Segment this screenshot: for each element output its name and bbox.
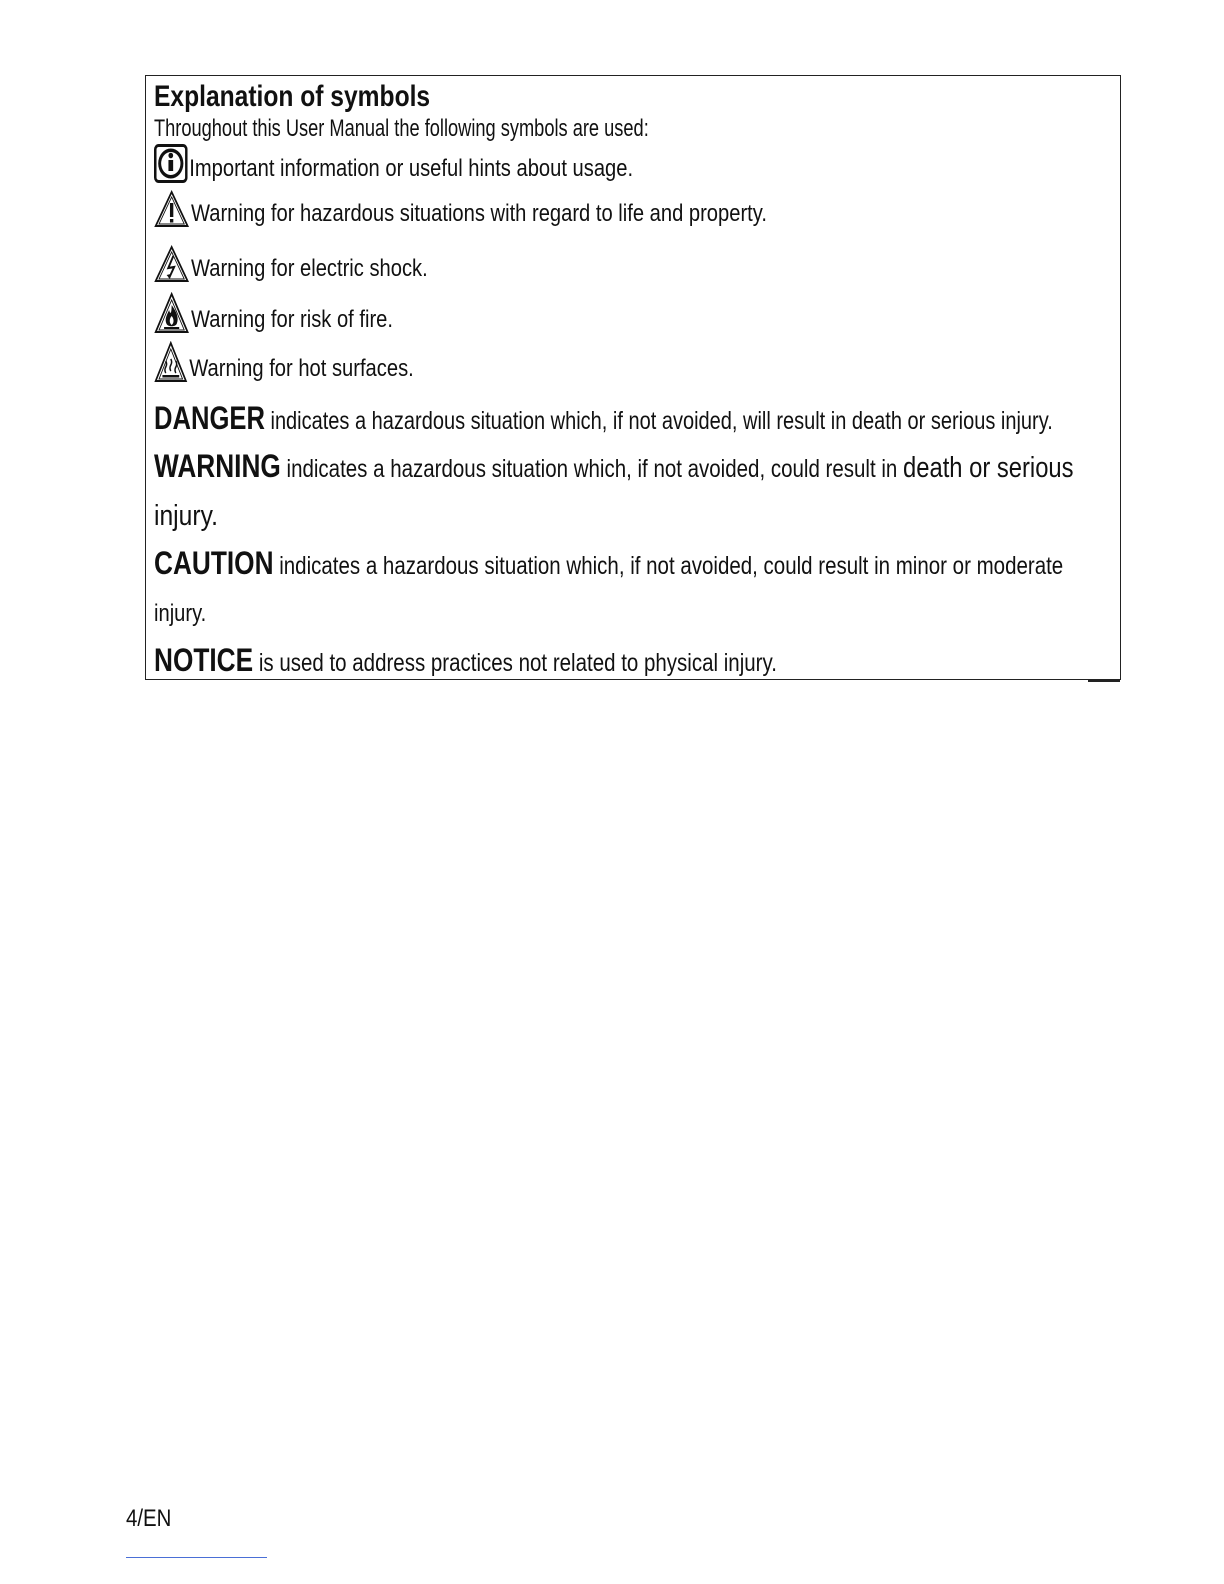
symbol-text-info: Important information or useful hints about usage.	[189, 155, 634, 182]
warning-icon	[154, 190, 189, 228]
section-title: Explanation of symbols	[154, 80, 431, 113]
warning-text: indicates a hazardous situation which, if not avoided, could result in	[280, 455, 904, 483]
symbol-text-fire: Warning for risk of fire.	[190, 306, 393, 333]
symbol-row-warning	[154, 190, 767, 228]
warning-definition	[154, 448, 1074, 485]
symbol-row-hot-surface	[154, 341, 414, 383]
symbol-text-electric-shock: Warning for electric shock.	[190, 255, 428, 282]
warning-text-emphasis: death or serious	[903, 452, 1074, 484]
fire-icon	[154, 292, 189, 334]
caution-definition	[154, 545, 1063, 582]
notice-text: is used to address practices not related to physical injury.	[253, 649, 777, 677]
symbol-row-fire	[154, 292, 393, 334]
notice-definition	[154, 642, 777, 679]
warning-text-line2: injury.	[154, 500, 218, 532]
electric-shock-icon	[154, 245, 189, 283]
footer-rule	[126, 1557, 267, 1558]
symbol-row-electric-shock	[154, 245, 428, 283]
caution-keyword: CAUTION	[154, 545, 274, 581]
caution-text-line2: injury.	[154, 600, 207, 627]
box-corner-mark	[1088, 679, 1120, 682]
caution-text: indicates a hazardous situation which, if not avoided, could result in minor or moderate	[273, 552, 1064, 580]
symbol-row-info	[154, 144, 633, 183]
page-number: 4/EN	[126, 1505, 172, 1532]
info-icon	[154, 144, 188, 183]
symbol-text-hot-surface: Warning for hot surfaces.	[189, 355, 414, 382]
danger-keyword: DANGER	[154, 400, 265, 436]
section-intro: Throughout this User Manual the following symbols are used:	[154, 115, 649, 142]
notice-keyword: NOTICE	[154, 642, 254, 678]
warning-keyword: WARNING	[154, 448, 281, 484]
symbol-text-warning: Warning for hazardous situations with regard to life and property.	[190, 200, 767, 227]
hot-surface-icon	[154, 341, 188, 383]
danger-definition	[154, 400, 1053, 437]
danger-text: indicates a hazardous situation which, if not avoided, will result in death or serious injury.	[264, 407, 1053, 435]
